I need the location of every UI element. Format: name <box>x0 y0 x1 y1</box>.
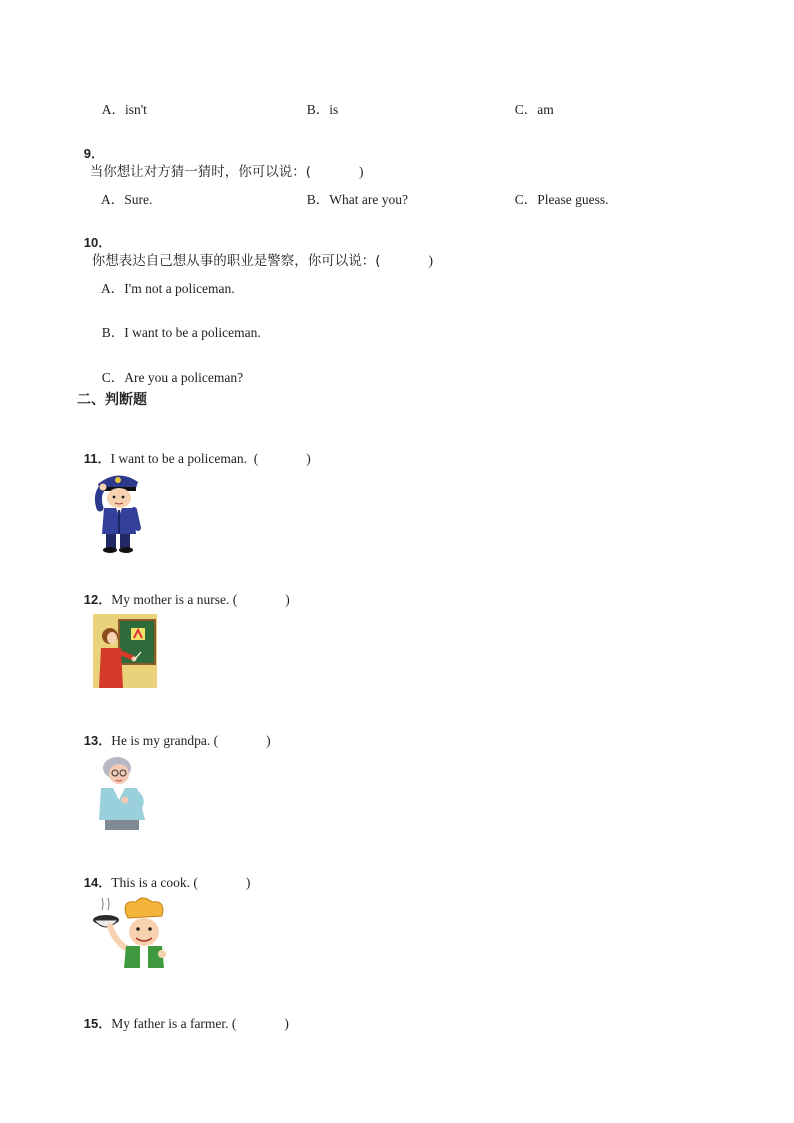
q9-option-a[interactable] <box>95 173 152 209</box>
close-paren: ) <box>306 451 311 466</box>
option-letter: B． <box>306 192 330 207</box>
section-heading: 二、判断题 <box>77 392 147 408</box>
q8-option-b[interactable] <box>300 83 338 119</box>
option-letter: A． <box>101 281 125 296</box>
close-paren: ) <box>285 592 290 607</box>
question-14 <box>77 856 250 892</box>
option-text: is <box>329 102 339 117</box>
option-text: I'm not a policeman. <box>124 281 235 296</box>
option-text: isn't <box>125 102 147 117</box>
q10-option-a[interactable] <box>95 262 235 298</box>
question-number: 11． <box>83 451 111 466</box>
question-number: 15． <box>83 1016 112 1031</box>
question-number: 9． <box>83 146 104 161</box>
option-letter: A． <box>101 192 125 207</box>
question-13 <box>77 714 271 750</box>
teacher-image <box>93 614 157 688</box>
q9-option-b[interactable] <box>300 173 408 209</box>
question-text: He is my grandpa. ( <box>111 733 219 748</box>
option-letter: C． <box>101 370 125 385</box>
question-12 <box>77 573 290 609</box>
q9-option-c[interactable] <box>508 173 609 209</box>
chef-image <box>92 896 172 970</box>
question-15 <box>77 997 289 1033</box>
option-text: am <box>537 102 554 117</box>
question-text: My mother is a nurse. ( <box>111 592 238 607</box>
option-letter: A． <box>101 102 125 117</box>
question-number: 10． <box>83 235 112 250</box>
option-text: Please guess. <box>537 192 609 207</box>
option-text: Sure. <box>124 192 153 207</box>
question-text: I want to be a policeman. ( <box>110 451 259 466</box>
option-text: What are you? <box>329 192 408 207</box>
question-text: My father is a farmer. ( <box>111 1016 237 1031</box>
question-stem: 你想表达自己想从事的职业是警察，你可以说：( <box>91 253 381 269</box>
close-paren: ) <box>266 733 271 748</box>
question-11 <box>77 432 311 468</box>
close-paren: ) <box>284 1016 289 1031</box>
close-paren: ) <box>428 253 434 268</box>
question-text: This is a cook. ( <box>111 875 198 890</box>
option-text: Are you a policeman? <box>124 370 244 385</box>
option-letter: B． <box>101 325 125 340</box>
close-paren: ) <box>359 164 364 179</box>
option-letter: C． <box>514 102 538 117</box>
question-number: 13． <box>83 733 112 748</box>
policeman-image <box>92 468 144 554</box>
q8-option-a[interactable] <box>95 83 147 119</box>
close-paren: ) <box>245 875 251 890</box>
q10-option-b[interactable] <box>95 306 261 342</box>
question-stem: 当你想让对方猜一猜时，你可以说：( <box>89 164 312 180</box>
question-number: 14． <box>83 875 112 890</box>
question-number: 12． <box>83 592 112 607</box>
option-letter: C． <box>514 192 538 207</box>
grandparent-image <box>95 754 153 830</box>
q8-option-c[interactable] <box>508 83 554 119</box>
option-letter: B． <box>306 102 330 117</box>
option-text: I want to be a policeman. <box>124 325 261 340</box>
q10-option-c[interactable] <box>95 351 243 387</box>
